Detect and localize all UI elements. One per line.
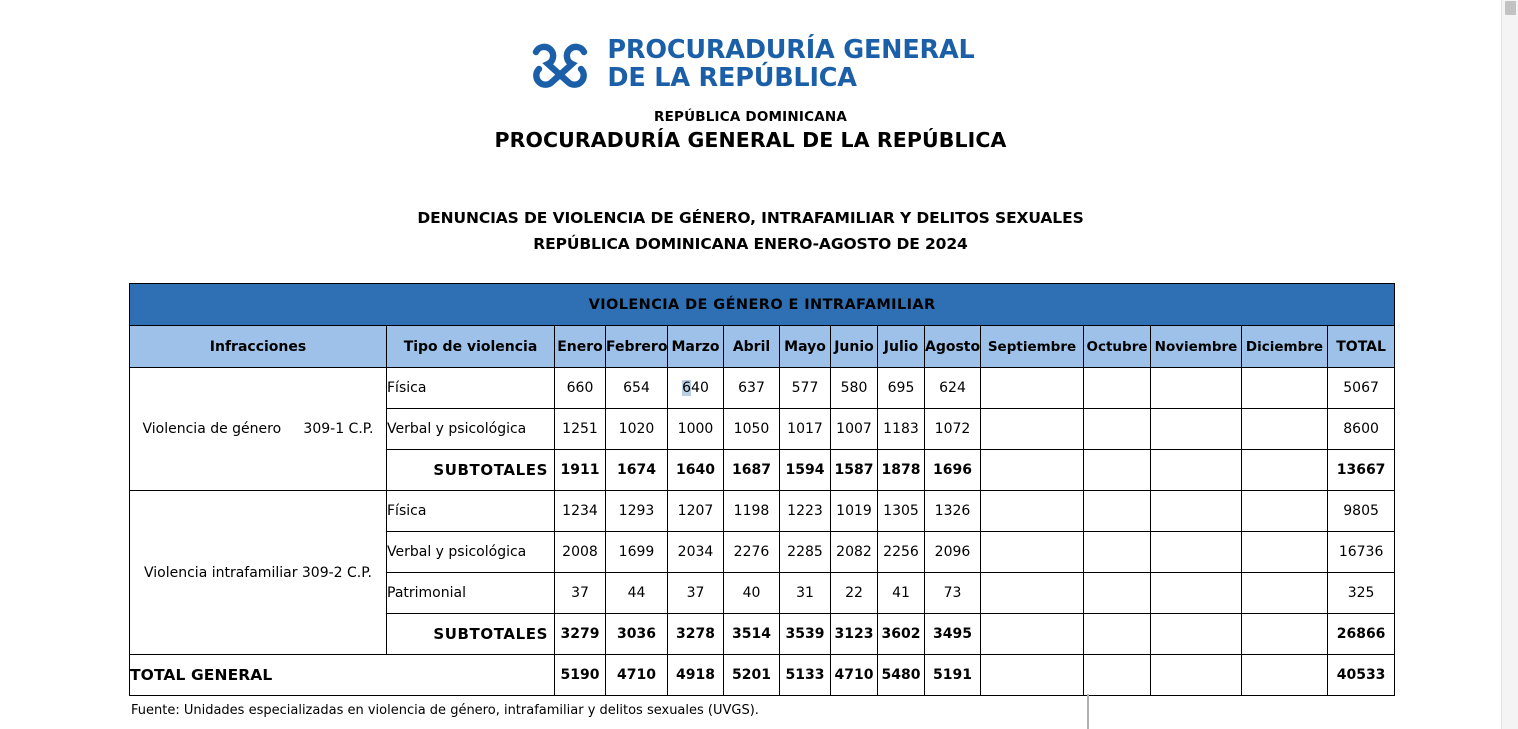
logo-row (0, 34, 1501, 96)
cell-noviembre (1151, 368, 1242, 409)
cell-diciembre (1242, 409, 1328, 450)
col-junio: Junio (831, 326, 878, 368)
cell-enero: 37 (555, 573, 606, 614)
cell-agosto: 1072 (925, 409, 981, 450)
cell-marzo: 1640 (668, 450, 724, 491)
row-label: Verbal y psicológica (387, 532, 555, 573)
report-title-line-1: DENUNCIAS DE VIOLENCIA DE GÉNERO, INTRAFAMILIAR Y DELITOS SEXUALES (417, 209, 1084, 227)
cell-junio: 1019 (831, 491, 878, 532)
cell-julio: 5480 (878, 655, 925, 696)
cell-marzo: 37 (668, 573, 724, 614)
country-line: REPÚBLICA DOMINICANA (653, 109, 847, 125)
cell-abril: 3514 (724, 614, 780, 655)
cell-junio: 3123 (831, 614, 878, 655)
table-banner: VIOLENCIA DE GÉNERO E INTRAFAMILIAR (130, 284, 1395, 326)
cell-total: 13667 (1328, 450, 1395, 491)
cell-febrero: 1293 (606, 491, 668, 532)
logo-wordmark (607, 37, 974, 92)
cell-total: 40533 (1328, 655, 1395, 696)
cell-total: 8600 (1328, 409, 1395, 450)
violence-statistics-table (129, 283, 1395, 696)
cell-noviembre (1151, 614, 1242, 655)
cell-febrero: 1020 (606, 409, 668, 450)
total-general-label: TOTAL GENERAL (130, 655, 555, 696)
col-enero: Enero (555, 326, 606, 368)
cell-enero: 660 (555, 368, 606, 409)
group-label-violencia-genero: Violencia de género 309-1 C.P. (130, 368, 387, 491)
cell-enero: 1911 (555, 450, 606, 491)
cell-febrero: 1674 (606, 450, 668, 491)
column-header-row (130, 326, 1395, 368)
col-mayo: Mayo (780, 326, 831, 368)
cell-noviembre (1151, 655, 1242, 696)
cell-agosto: 1326 (925, 491, 981, 532)
col-octubre: Octubre (1084, 326, 1151, 368)
cell-octubre (1084, 409, 1151, 450)
col-total: TOTAL (1328, 326, 1395, 368)
cell-mayo: 577 (780, 368, 831, 409)
cell-marzo: 1207 (668, 491, 724, 532)
cell-diciembre (1242, 491, 1328, 532)
cell-octubre (1084, 450, 1151, 491)
col-abril: Abril (724, 326, 780, 368)
cell-diciembre (1242, 573, 1328, 614)
cell-febrero: 44 (606, 573, 668, 614)
masthead (0, 0, 1501, 152)
cell-marzo: 4918 (668, 655, 724, 696)
cell-diciembre (1242, 450, 1328, 491)
cell-diciembre (1242, 368, 1328, 409)
cell-junio: 580 (831, 368, 878, 409)
cell-noviembre (1151, 491, 1242, 532)
cell-enero: 2008 (555, 532, 606, 573)
cell-junio: 22 (831, 573, 878, 614)
cell-octubre (1084, 368, 1151, 409)
cell-total: 325 (1328, 573, 1395, 614)
cell-julio: 1305 (878, 491, 925, 532)
col-marzo: Marzo (668, 326, 724, 368)
cell-agosto: 3495 (925, 614, 981, 655)
scrollbar-thumb[interactable] (1505, 1, 1516, 15)
row-label: Verbal y psicológica (387, 409, 555, 450)
cell-agosto: 5191 (925, 655, 981, 696)
table-row-total-general (130, 655, 1395, 696)
cell-agosto: 73 (925, 573, 981, 614)
cell-diciembre (1242, 614, 1328, 655)
institution-line: PROCURADURÍA GENERAL DE LA REPÚBLICA (494, 128, 1007, 152)
logo-line-1: PROCURADURÍA GENERAL (607, 35, 975, 66)
cell-junio: 1007 (831, 409, 878, 450)
cell-noviembre (1151, 450, 1242, 491)
col-diciembre: Diciembre (1242, 326, 1328, 368)
source-note: Fuente: Unidades especializadas en violencia de género, intrafamiliar y delitos sexuales (UVGS). (131, 703, 759, 719)
cell-septiembre (981, 450, 1084, 491)
cell-agosto: 1696 (925, 450, 981, 491)
cell-abril: 1050 (724, 409, 780, 450)
row-label-subtotal: SUBTOTALES (387, 450, 555, 491)
cell-octubre (1084, 532, 1151, 573)
cell-octubre (1084, 614, 1151, 655)
row-label-subtotal: SUBTOTALES (387, 614, 555, 655)
cell-octubre (1084, 655, 1151, 696)
cell-abril: 1198 (724, 491, 780, 532)
cell-diciembre (1242, 655, 1328, 696)
cell-marzo: 3278 (668, 614, 724, 655)
col-infracciones: Infracciones (130, 326, 387, 368)
cell-mayo: 31 (780, 573, 831, 614)
cell-marzo: 640 (668, 368, 724, 409)
cell-septiembre (981, 368, 1084, 409)
col-tipo-violencia: Tipo de violencia (387, 326, 555, 368)
cell-enero: 1234 (555, 491, 606, 532)
cell-mayo: 1017 (780, 409, 831, 450)
cell-marzo: 2034 (668, 532, 724, 573)
cell-agosto: 624 (925, 368, 981, 409)
cell-septiembre (981, 573, 1084, 614)
table-row (130, 368, 1395, 409)
cell-julio: 1878 (878, 450, 925, 491)
cell-noviembre (1151, 409, 1242, 450)
group-label-violencia-intrafamiliar: Violencia intrafamiliar 309-2 C.P. (130, 491, 387, 655)
cell-diciembre (1242, 532, 1328, 573)
table-row (130, 491, 1395, 532)
row-label: Física (387, 491, 555, 532)
cell-junio: 4710 (831, 655, 878, 696)
row-label: Física (387, 368, 555, 409)
cell-mayo: 1223 (780, 491, 831, 532)
report-table-wrapper (129, 283, 1394, 696)
cell-enero: 3279 (555, 614, 606, 655)
col-noviembre: Noviembre (1151, 326, 1242, 368)
cell-abril: 2276 (724, 532, 780, 573)
banner-row (130, 284, 1395, 326)
col-febrero: Febrero (606, 326, 668, 368)
cell-febrero: 654 (606, 368, 668, 409)
cell-mayo: 5133 (780, 655, 831, 696)
cell-mayo: 3539 (780, 614, 831, 655)
cell-noviembre (1151, 573, 1242, 614)
cell-julio: 3602 (878, 614, 925, 655)
cell-abril: 1687 (724, 450, 780, 491)
cell-octubre (1084, 573, 1151, 614)
cell-julio: 1183 (878, 409, 925, 450)
cell-septiembre (981, 409, 1084, 450)
report-title-line-2: REPÚBLICA DOMINICANA ENERO-AGOSTO DE 2024 (533, 234, 968, 253)
cell-agosto: 2096 (925, 532, 981, 573)
cell-septiembre (981, 532, 1084, 573)
selection-highlight: 6 (682, 380, 692, 397)
row-label: Patrimonial (387, 573, 555, 614)
col-agosto: Agosto (925, 326, 981, 368)
cell-abril: 5201 (724, 655, 780, 696)
cell-abril: 40 (724, 573, 780, 614)
report-title (0, 206, 1501, 257)
cell-septiembre (981, 614, 1084, 655)
col-julio: Julio (878, 326, 925, 368)
cell-abril: 637 (724, 368, 780, 409)
cell-julio: 41 (878, 573, 925, 614)
table-body (130, 368, 1395, 696)
cell-junio: 2082 (831, 532, 878, 573)
vertical-scrollbar[interactable] (1501, 0, 1518, 729)
cell-febrero: 3036 (606, 614, 668, 655)
cell-enero: 1251 (555, 409, 606, 450)
cell-enero: 5190 (555, 655, 606, 696)
cell-febrero: 4710 (606, 655, 668, 696)
cell-julio: 2256 (878, 532, 925, 573)
cell-octubre (1084, 491, 1151, 532)
cell-total: 16736 (1328, 532, 1395, 573)
cell-junio: 1587 (831, 450, 878, 491)
pgr-knot-logo-icon (526, 36, 594, 94)
col-septiembre: Septiembre (981, 326, 1084, 368)
text-caret (1087, 694, 1089, 729)
table-head (130, 284, 1395, 368)
cell-total: 5067 (1328, 368, 1395, 409)
logo-line-2: DE LA REPÚBLICA (607, 63, 857, 93)
cell-septiembre (981, 491, 1084, 532)
cell-febrero: 1699 (606, 532, 668, 573)
cell-total: 9805 (1328, 491, 1395, 532)
cell-julio: 695 (878, 368, 925, 409)
cell-noviembre (1151, 532, 1242, 573)
cell-mayo: 2285 (780, 532, 831, 573)
cell-marzo: 1000 (668, 409, 724, 450)
cell-septiembre (981, 655, 1084, 696)
cell-total: 26866 (1328, 614, 1395, 655)
cell-mayo: 1594 (780, 450, 831, 491)
